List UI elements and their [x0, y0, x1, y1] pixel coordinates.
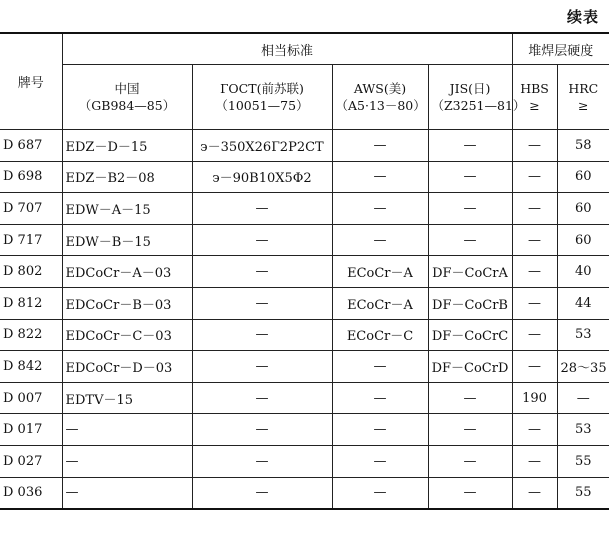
cell-hbs-value: —: [512, 319, 557, 351]
cell-gb-equivalent: EDTV－15: [62, 382, 192, 414]
cell-aws-equivalent: —: [332, 477, 428, 509]
cell-hrc-value: 60: [557, 161, 609, 193]
cell-gb-equivalent: EDCoCr－D－03: [62, 351, 192, 383]
cell-grade: D 822: [0, 319, 62, 351]
cell-jis-equivalent: —: [428, 414, 512, 446]
cell-hrc-value: 28～35: [557, 351, 609, 383]
cell-aws-equivalent: —: [332, 224, 428, 256]
cell-jis-equivalent: —: [428, 224, 512, 256]
cell-gost-equivalent: —: [192, 287, 332, 319]
cell-aws-equivalent: —: [332, 414, 428, 446]
cell-jis-equivalent: —: [428, 130, 512, 162]
cell-grade: D 707: [0, 193, 62, 225]
cell-gost-equivalent: —: [192, 477, 332, 509]
cell-gb-equivalent: EDW－A－15: [62, 193, 192, 225]
cell-gb-equivalent: —: [62, 477, 192, 509]
table-continued-caption: 续表: [566, 8, 599, 26]
cell-gost-equivalent: —: [192, 224, 332, 256]
table-row: [0, 287, 609, 319]
cell-jis-equivalent: DF－CoCrA: [428, 256, 512, 288]
cell-jis-equivalent: DF－CoCrC: [428, 319, 512, 351]
cell-gost-equivalent: э－350X26Г2P2CT: [192, 130, 332, 162]
cell-jis-equivalent: —: [428, 193, 512, 225]
table-row: [0, 161, 609, 193]
cell-gb-equivalent: —: [62, 445, 192, 477]
cell-grade: D 812: [0, 287, 62, 319]
table-body: [0, 130, 609, 510]
cell-aws-equivalent: —: [332, 161, 428, 193]
cell-hbs-value: 190: [512, 382, 557, 414]
cell-grade: D 036: [0, 477, 62, 509]
cell-gost-equivalent: —: [192, 193, 332, 225]
cell-hrc-value: 53: [557, 319, 609, 351]
cell-grade: D 842: [0, 351, 62, 383]
cell-aws-equivalent: —: [332, 351, 428, 383]
cell-aws-equivalent: ECoCr－A: [332, 287, 428, 319]
cell-hbs-value: —: [512, 287, 557, 319]
cell-gb-equivalent: EDCoCr－C－03: [62, 319, 192, 351]
cell-grade: D 698: [0, 161, 62, 193]
cell-aws-equivalent: —: [332, 445, 428, 477]
cell-jis-equivalent: —: [428, 161, 512, 193]
cell-hrc-value: 55: [557, 477, 609, 509]
cell-jis-equivalent: —: [428, 477, 512, 509]
cell-jis-equivalent: —: [428, 445, 512, 477]
hardness-header: 堆焊层硬度: [512, 33, 609, 65]
cell-hrc-value: 55: [557, 445, 609, 477]
cell-grade: D 717: [0, 224, 62, 256]
electrode-standards-table: [0, 32, 609, 510]
cell-grade: D 017: [0, 414, 62, 446]
cell-gb-equivalent: EDCoCr－B－03: [62, 287, 192, 319]
cell-hbs-value: —: [512, 224, 557, 256]
table-row: [0, 445, 609, 477]
cell-hrc-value: 40: [557, 256, 609, 288]
cell-aws-equivalent: —: [332, 130, 428, 162]
column-header-aws: AWS(美) （A5·13－80）: [332, 65, 428, 130]
table-row: [0, 477, 609, 509]
cell-gost-equivalent: —: [192, 445, 332, 477]
cell-hrc-value: 60: [557, 193, 609, 225]
cell-jis-equivalent: DF－CoCrD: [428, 351, 512, 383]
cell-hrc-value: 44: [557, 287, 609, 319]
column-header-gb: 中国 （GB984—85）: [62, 65, 192, 130]
cell-gost-equivalent: —: [192, 351, 332, 383]
cell-aws-equivalent: —: [332, 193, 428, 225]
cell-grade: D 687: [0, 130, 62, 162]
cell-hbs-value: —: [512, 256, 557, 288]
cell-gost-equivalent: —: [192, 256, 332, 288]
cell-aws-equivalent: —: [332, 382, 428, 414]
table-row: [0, 414, 609, 446]
column-header-gost: ГОСТ(前苏联) （10051—75）: [192, 65, 332, 130]
cell-grade: D 802: [0, 256, 62, 288]
cell-hbs-value: —: [512, 445, 557, 477]
cell-jis-equivalent: —: [428, 382, 512, 414]
cell-gb-equivalent: EDZ－B2－08: [62, 161, 192, 193]
cell-aws-equivalent: ECoCr－C: [332, 319, 428, 351]
cell-hbs-value: —: [512, 161, 557, 193]
cell-hbs-value: —: [512, 351, 557, 383]
table-row: [0, 130, 609, 162]
cell-hbs-value: —: [512, 130, 557, 162]
cell-gb-equivalent: EDCoCr－A－03: [62, 256, 192, 288]
table-row: [0, 382, 609, 414]
cell-gost-equivalent: —: [192, 414, 332, 446]
cell-jis-equivalent: DF－CoCrB: [428, 287, 512, 319]
cell-grade: D 007: [0, 382, 62, 414]
cell-hbs-value: —: [512, 414, 557, 446]
cell-hbs-value: —: [512, 477, 557, 509]
cell-hrc-value: 53: [557, 414, 609, 446]
cell-gost-equivalent: —: [192, 319, 332, 351]
cell-hrc-value: —: [557, 382, 609, 414]
cell-gb-equivalent: —: [62, 414, 192, 446]
table-row: [0, 224, 609, 256]
column-header-jis: JIS(日) （Z3251—81）: [428, 65, 512, 130]
cell-grade: D 027: [0, 445, 62, 477]
column-header-hbs: HBS ≥: [512, 65, 557, 130]
cell-hrc-value: 60: [557, 224, 609, 256]
cell-gb-equivalent: EDW－B－15: [62, 224, 192, 256]
column-header-hrc: HRC ≥: [557, 65, 609, 130]
grade-header: 牌号: [0, 33, 62, 130]
table-row: [0, 319, 609, 351]
equivalent-standards-header: 相当标准: [62, 33, 512, 65]
cell-aws-equivalent: ECoCr－A: [332, 256, 428, 288]
table-row: [0, 351, 609, 383]
table-row: [0, 256, 609, 288]
cell-gb-equivalent: EDZ－D－15: [62, 130, 192, 162]
table-row: [0, 193, 609, 225]
cell-hrc-value: 58: [557, 130, 609, 162]
cell-gost-equivalent: э－90B10X5Φ2: [192, 161, 332, 193]
cell-gost-equivalent: —: [192, 382, 332, 414]
cell-hbs-value: —: [512, 193, 557, 225]
